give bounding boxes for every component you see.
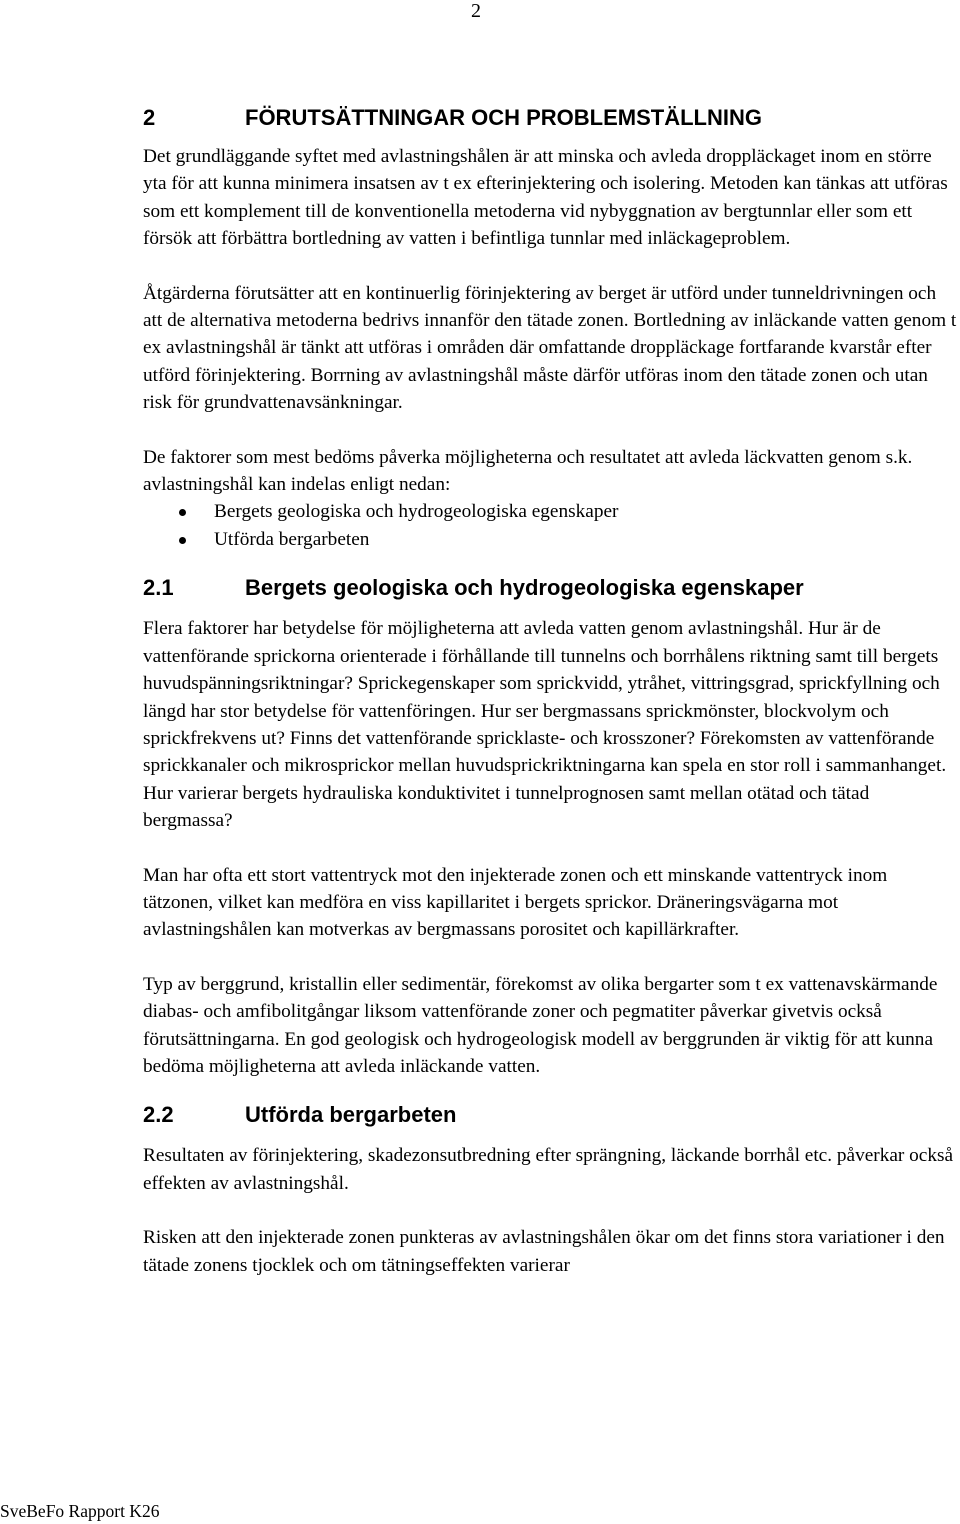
list-item — [143, 498, 958, 525]
page-number: 2 — [471, 0, 481, 22]
list-item-text: Bergets geologiska och hydrogeologiska egenskaper — [214, 501, 619, 523]
section-title: Utförda bergarbeten — [245, 1102, 457, 1128]
paragraph: Åtgärderna förutsätter att en kontinuerlig förinjektering av berget är utförd under tunneldrivningen och att de alternativa metoderna bedrivs innanför den tätade zonen. Bortledning av inläckande vatten genom t ex avlastningshål är tänkt att utföras i områden där omfattande droppläckage fortfarande kvarstår efter utförd förinjektering. Borrning av avlastningshål måste därför utföras inom den tätade zonen och utan risk för grundvattenavsänkningar. — [143, 282, 957, 414]
bullet-icon — [179, 509, 186, 516]
section-number: 2.2 — [143, 1102, 174, 1128]
section-heading-2-1 — [143, 573, 958, 603]
paragraph: Risken att den injekterade zonen punkteras av avlastningshålen ökar om det finns stora variationer i den tätade zonens tjocklek och om tätningseffekten varierar — [143, 1227, 945, 1276]
paragraph: Typ av berggrund, kristallin eller sedimentär, förekomst av olika bergarter som t ex vattenavskärmande diabas- och amfibolitgångar liksom vattenförande zoner och pegmatiter påverkar givetvis också förutsättningarna. En god geologisk och hydrogeologisk modell av berggrunden är viktig för att kunna bedöma möjligheterna att avleda inläckande vatten. — [143, 973, 938, 1077]
paragraph: De faktorer som mest bedöms påverka möjligheterna och resultatet att avleda läckvatten genom s.k. avlastningshål kan indelas enligt nedan: — [143, 446, 913, 496]
footer: SveBeFo Rapport K26 — [0, 1501, 160, 1521]
list-item — [143, 526, 958, 553]
bullet-list — [143, 498, 958, 553]
section-title: Bergets geologiska och hydrogeologiska egenskaper — [245, 575, 804, 601]
section-heading-2-2 — [143, 1100, 958, 1130]
list-item-text: Utförda bergarbeten — [214, 528, 370, 550]
section-title: FÖRUTSÄTTNINGAR OCH PROBLEMSTÄLLNING — [245, 105, 762, 130]
paragraph: Man har ofta ett stort vattentryck mot den injekterade zonen och ett minskande vattentryck inom tätzonen, vilket kan medföra en viss kapillaritet i bergets sprickor. Dräneringsvägarna mot avlastningshålen kan motverkas av bergmassans porositet och kapillärkrafter. — [143, 864, 888, 941]
section-heading-2 — [143, 103, 958, 133]
section-number: 2 — [143, 105, 156, 130]
paragraph: Resultaten av förinjektering, skadezonsutbredning efter sprängning, läckande borrhål etc. påverkar också effekten av avlastningshål. — [143, 1145, 954, 1194]
document-body — [143, 103, 958, 1279]
paragraph: Det grundläggande syftet med avlastningshålen är att minska och avleda droppläckaget inom en större yta för att kunna minimera insatsen av t ex efterinjektering och isolering. Metoden kan tänkas att utföras som ett komplement till de konventionella metoderna vid nybyggnation av bergtunnlar eller som ett försök att förbättra bortledning av vatten i befintliga tunnlar med inläckageproblem. — [143, 146, 948, 250]
paragraph: Flera faktorer har betydelse för möjligheterna att avleda vatten genom avlastningshål. Hur är de vattenförande sprickorna orienterade i förhållande till tunnelns och borrhålens riktning samt till bergets huvudspänningsriktningar? Sprickegenskaper som sprickvidd, ytråhet, vittringsgrad, sprickfyllning och längd har stor betydelse för vattenföringen. Hur ser bergmassans sprickmönster, blockvolym och sprickfrekvens ut? Finns det vattenförande spricklaste- och krosszoner? Förekomsten av vattenförande sprickkanaler och mikrosprickor mellan huvudsprickriktningarna kan spela en stor roll i sammanhanget. Hur varierar bergets hydrauliska konduktivitet i tunnelprognosen samt mellan otätad och tätad bergmassa? — [143, 618, 947, 832]
bullet-icon — [179, 537, 186, 544]
section-number: 2.1 — [143, 575, 174, 601]
